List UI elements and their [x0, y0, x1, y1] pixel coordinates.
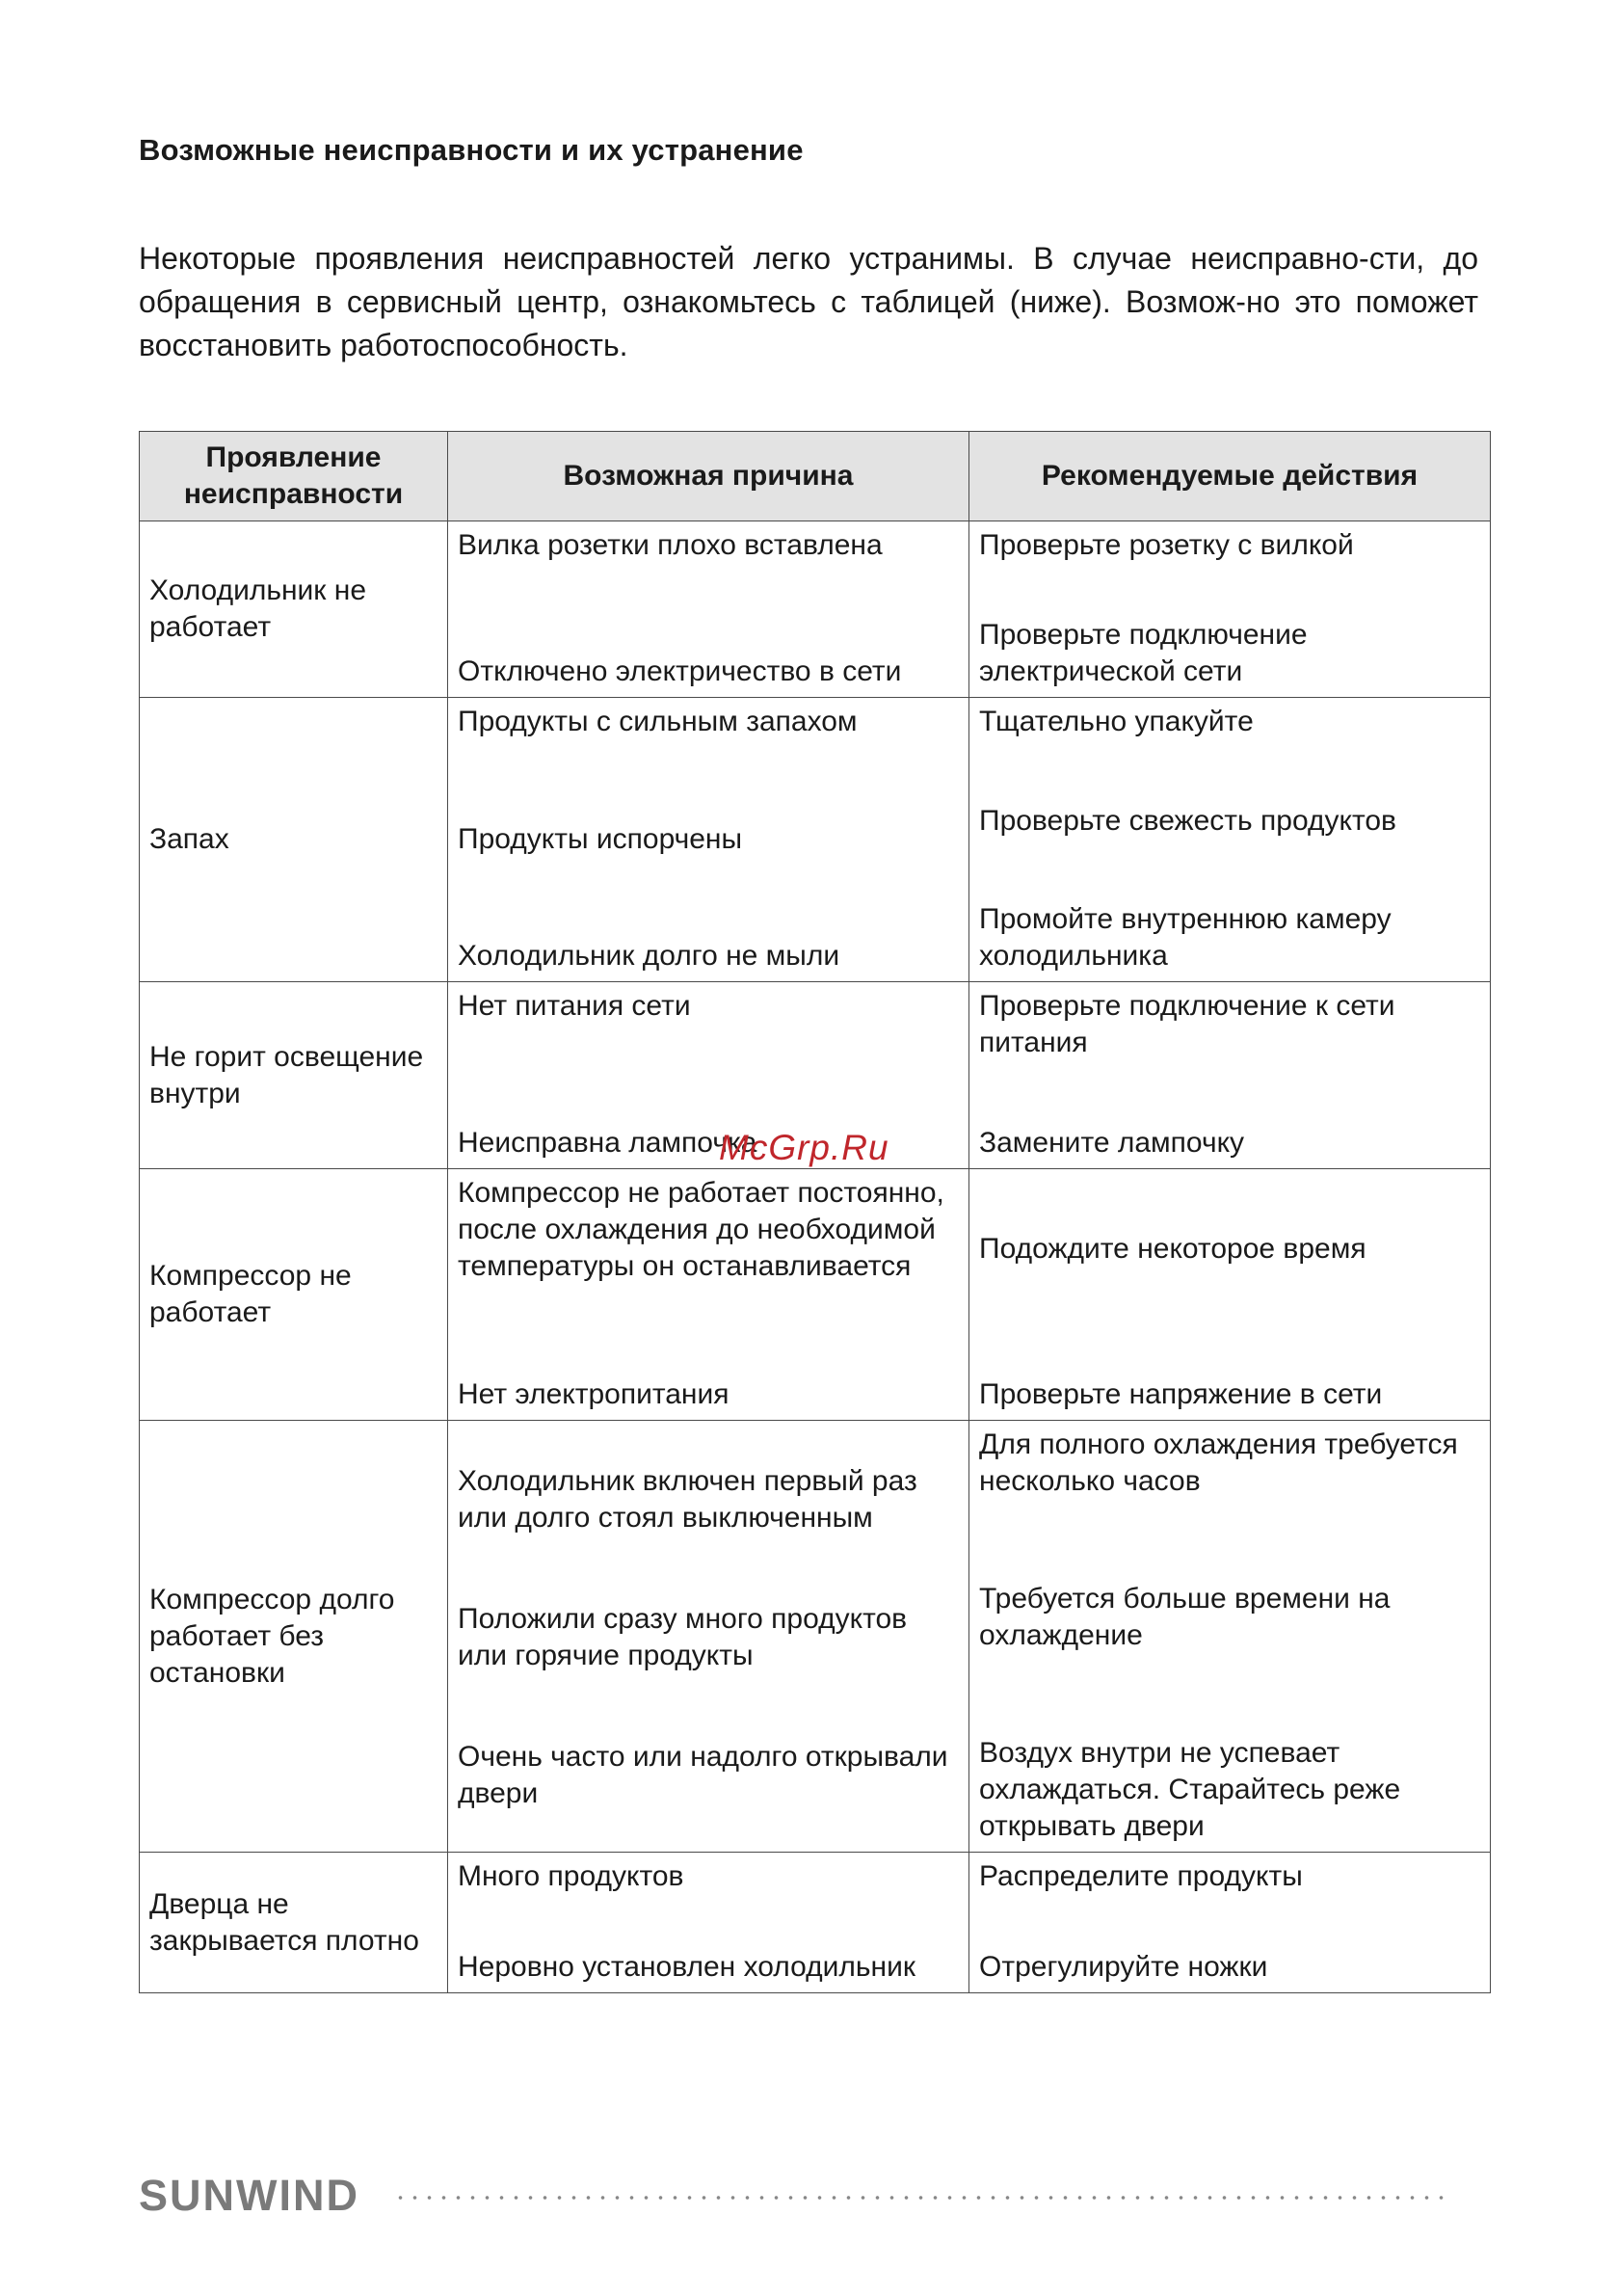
action-item: Требуется больше времени на охлаждение: [979, 1583, 1391, 1651]
action-item: Воздух внутри не успевает охлаждаться. Старайтесь реже открывать двери: [979, 1737, 1401, 1842]
cause-item: Продукты испорчены: [458, 822, 743, 855]
cause-item: Нет электропитания: [458, 1378, 729, 1410]
header-symptom: Проявление неисправности: [140, 432, 448, 521]
cause-item: Неисправна лампочка: [458, 1127, 757, 1159]
cause-item: Положили сразу много продуктов или горячие продукты: [458, 1603, 908, 1671]
cause-item: Компрессор не работает постоянно, после охлаждения до необходимой температуры он останавливается: [458, 1177, 944, 1282]
action-cell: [969, 1421, 1491, 1853]
symptom-cell: Дверца не закрывается плотно: [140, 1853, 448, 1993]
symptom-cell: Компрессор не работает: [140, 1169, 448, 1421]
action-cell: [969, 1853, 1491, 1993]
action-item: Тщательно упакуйте: [979, 706, 1254, 737]
action-item: Проверьте напряжение в сети: [979, 1378, 1383, 1410]
cause-item: Холодильник включен первый раз или долго стоял выключенным: [458, 1465, 917, 1534]
cause-cell: [448, 1169, 969, 1421]
cause-cell: [448, 521, 969, 698]
table-row: [140, 1853, 1491, 1993]
cause-item: Нет питания сети: [458, 990, 691, 1022]
watermark: McGrp.Ru: [719, 1128, 889, 1167]
table-header-row: [140, 432, 1491, 521]
cause-item: Отключено электричество в сети: [458, 655, 902, 687]
table-row: [140, 698, 1491, 982]
footer-dotted-line: [393, 2196, 1453, 2200]
header-action: Рекомендуемые действия: [969, 432, 1491, 521]
action-item: Подождите некоторое время: [979, 1233, 1366, 1265]
header-cause: Возможная причина: [448, 432, 969, 521]
cause-cell: [448, 982, 969, 1169]
action-item: Проверьте подключение к сети питания: [979, 990, 1395, 1058]
action-item: Распределите продукты: [979, 1860, 1303, 1892]
cause-item: Много продуктов: [458, 1860, 684, 1892]
symptom-cell: Не горит освещение внутри: [140, 982, 448, 1169]
action-cell: [969, 1169, 1491, 1421]
intro-paragraph: Некоторые проявления неисправностей легко устранимы. В случае неисправно-сти, до обращения в сервисный центр, ознакомьтесь с таблицей (ниже). Возмож-но это поможет восстановить работоспособность.: [139, 241, 1478, 362]
brand-logo: SUNWIND: [139, 2171, 359, 2220]
action-item: Для полного охлаждения требуется несколько часов: [979, 1428, 1458, 1497]
cause-item: Вилка розетки плохо вставлена: [458, 529, 883, 561]
action-item: Проверьте подключение электрической сети: [979, 619, 1308, 687]
table-row: [140, 1169, 1491, 1421]
table-row: [140, 1421, 1491, 1853]
cause-item: Очень часто или надолго открывали двери: [458, 1741, 948, 1809]
cause-item: Продукты с сильным запахом: [458, 706, 858, 737]
page-title: Возможные неисправности и их устранение: [139, 133, 804, 167]
action-cell: [969, 521, 1491, 698]
action-cell: [969, 982, 1491, 1169]
cause-cell: [448, 1853, 969, 1993]
table-row: [140, 521, 1491, 698]
action-item: Проверьте свежесть продуктов: [979, 804, 1396, 837]
cause-cell: [448, 1421, 969, 1853]
symptom-cell: Компрессор долго работает без остановки: [140, 1421, 448, 1853]
action-item: Отрегулируйте ножки: [979, 1951, 1268, 1983]
action-item: Проверьте розетку с вилкой: [979, 529, 1354, 561]
symptom-cell: Запах: [140, 698, 448, 982]
action-item: Промойте внутреннюю камеру холодильника: [979, 903, 1392, 972]
cause-item: Холодильник долго не мыли: [458, 940, 840, 972]
troubleshooting-table: [139, 431, 1491, 1993]
cause-cell: [448, 698, 969, 982]
action-item: Замените лампочку: [979, 1127, 1245, 1159]
cause-item: Неровно установлен холодильник: [458, 1951, 915, 1983]
action-cell: [969, 698, 1491, 982]
symptom-cell: Холодильник не работает: [140, 521, 448, 698]
